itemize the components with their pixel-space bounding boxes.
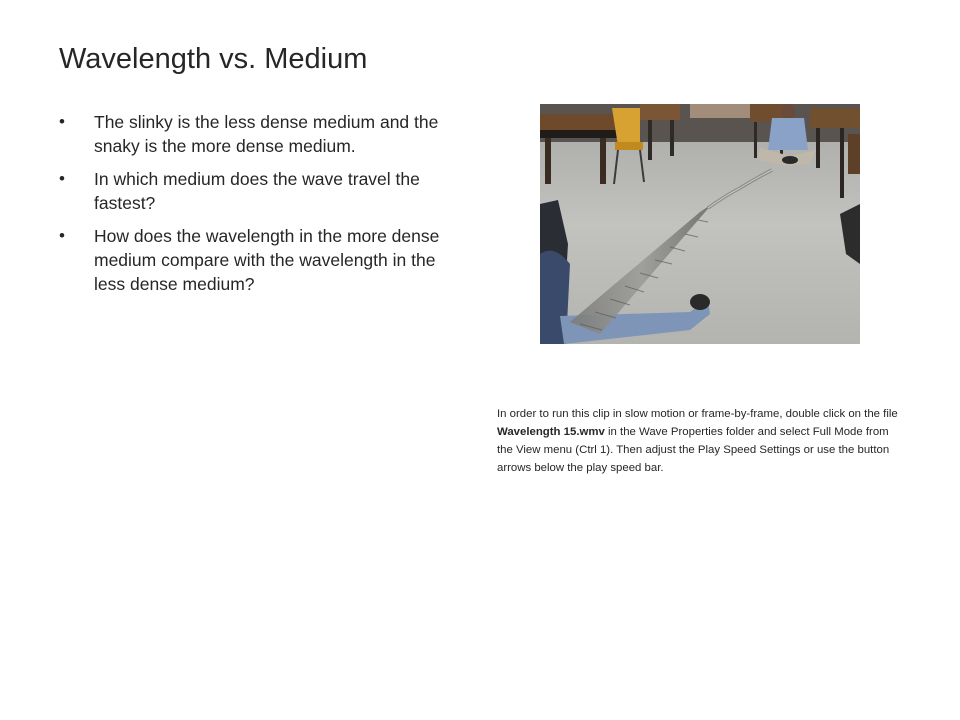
note-filename: Wavelength 15.wmv xyxy=(497,426,605,438)
bullet-item xyxy=(59,224,469,296)
video-clip[interactable] xyxy=(540,104,860,344)
note-text-start: In order to run this clip in slow motion or frame-by-frame, double click on the file xyxy=(497,408,898,420)
bullet-marker: • xyxy=(59,226,65,245)
bullet-text: In which medium does the wave travel the fastest? xyxy=(94,169,420,213)
bullet-text: The slinky is the less dense medium and the snaky is the more dense medium. xyxy=(94,112,439,156)
slide-title: Wavelength vs. Medium xyxy=(59,43,368,75)
video-frame-photo xyxy=(540,104,860,344)
bullet-item xyxy=(59,110,469,158)
bullet-marker: • xyxy=(59,112,65,131)
bullet-text: How does the wavelength in the more dense medium compare with the wavelength in the less dense medium? xyxy=(94,226,440,294)
note-text-end: in the Wave Properties folder and select Full Mode from the View menu (Ctrl 1). Then adjust the Play Speed Settings or use the button arrows below the play speed bar. xyxy=(497,426,890,474)
instructions-note xyxy=(497,405,907,477)
bullet-marker: • xyxy=(59,169,65,188)
bullet-item xyxy=(59,167,469,215)
bullet-list xyxy=(59,110,469,305)
